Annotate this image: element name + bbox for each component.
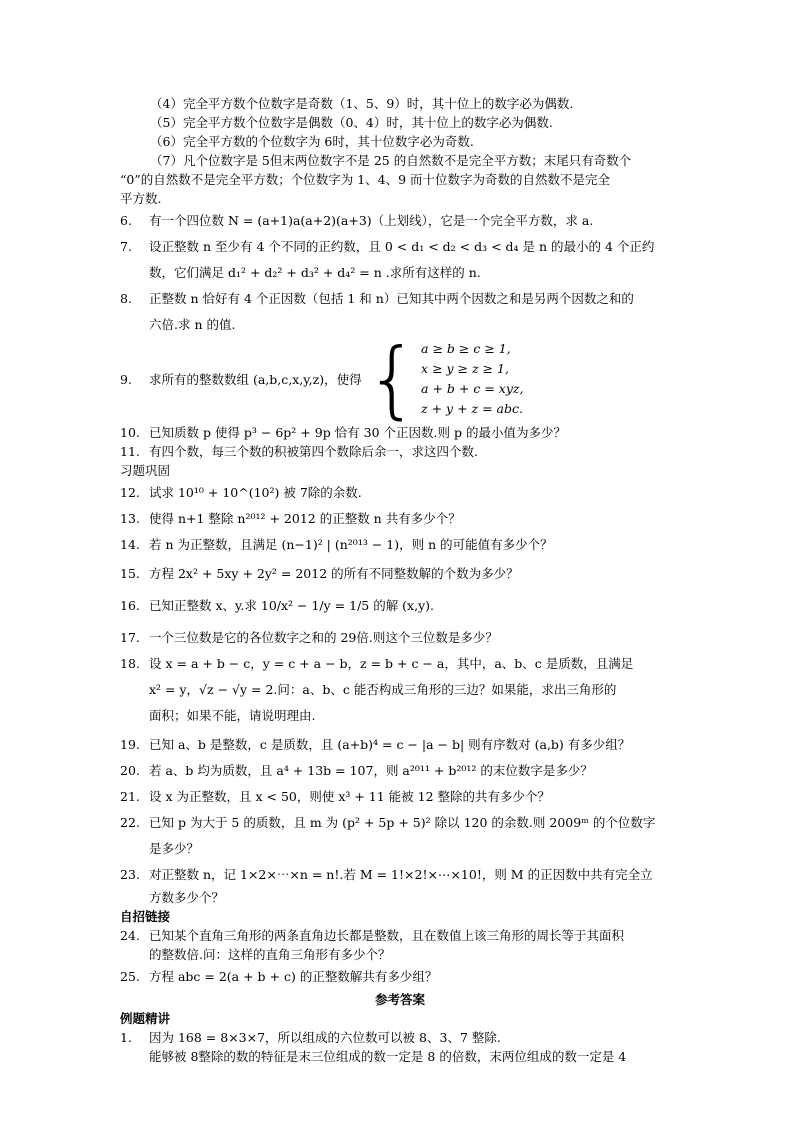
problem-7-cont: 数，它们满足 d₁² + d₂² + d₃² + d₄² = n .求所有这样的 n. [149, 265, 481, 280]
exercise-14: 14. 若 n 为正整数，且满足 (n−1)² | (n²⁰¹³ − 1)，则 n 的可能值有多少个？ [120, 537, 553, 552]
answer-1-cont: 能够被 8整除的数的特征是末三位组成的数一定是 8 的倍数，末两位组成的数一定是 4 [149, 1049, 627, 1064]
note-5: （5）完全平方数个位数字是偶数（0、4）时，其十位上的数字必为偶数. [150, 115, 553, 130]
problem-8-cont: 六倍.求 n 的值. [149, 317, 236, 332]
exercise-19: 19. 已知 a、b 是整数，c 是质数，且 (a+b)⁴ = c − |a − b| 则有序数对 (a,b) 有多少组？ [120, 737, 631, 752]
exercise-18-cont2: 面积；如果不能，请说明理由. [149, 708, 316, 723]
section-self: 自招链接 [120, 909, 171, 924]
exercise-18-cont1: x² = y，√z − √y = 2.问：a、b、c 能否构成三角形的三边？如果能，求出三角形的 [149, 682, 617, 697]
equation-system [421, 339, 523, 419]
exercise-20: 20. 若 a、b 均为质数，且 a⁴ + 13b = 107，则 a²⁰¹¹ + b²⁰¹² 的末位数字是多少？ [120, 763, 593, 778]
problem-9-text: 求所有的整数数组 (a,b,c,x,y,z)，使得 [149, 372, 362, 387]
section-examples: 例题精讲 [120, 1011, 171, 1026]
exercise-15: 15. 方程 2x² + 5xy + 2y² = 2012 的所有不同整数解的个数为多少？ [120, 566, 519, 581]
section-practice: 习题巩固 [120, 463, 171, 478]
exercise-24: 24. 已知某个直角三角形的两条直角边长都是整数，且在数值上该三角形的周长等于其面积 [120, 928, 625, 943]
exercise-23-cont: 方数多少个？ [149, 890, 225, 905]
note-7-line1: （7）凡个位数字是 5但末两位数字不是 25 的自然数不是完全平方数；末尾只有奇数个 [150, 153, 632, 168]
equation-brace: { [365, 330, 420, 428]
exercise-17: 17. 一个三位数是它的各位数字之和的 29倍.则这个三位数是多少？ [120, 630, 498, 645]
equation-line: x ≥ y ≥ z ≥ 1, [421, 361, 509, 376]
problem-9: 9. 求所有的整数数组 (a,b,c,x,y,z)，使得 { a ≥ b ≥ c ≥ 1, x ≥ y ≥ z ≥ 1, a + b + c = xyz, z + y + z = abc. [120, 330, 524, 428]
problem-11: 11. 有四个数，每三个数的积被第四个数除后余一，求这四个数. [120, 444, 478, 459]
equation-line: a ≥ b ≥ c ≥ 1, [421, 341, 511, 356]
exercise-21: 21. 设 x 为正整数，且 x < 50，则使 x³ + 11 能被 12 整除的共有多少个？ [120, 789, 551, 804]
exercise-12: 12. 试求 10¹⁰ + 10^(10²) 被 7除的余数. [120, 485, 362, 500]
problem-7: 7. 设正整数 n 至少有 4 个不同的正约数，且 0 < d₁ < d₂ < d₃ < d₄ 是 n 的最小的 4 个正约 [120, 239, 655, 254]
equation-line: z + y + z = abc. [421, 401, 523, 416]
equation-line: a + b + c = xyz, [421, 381, 524, 396]
exercise-25: 25. 方程 abc = 2(a + b + c) 的正整数解共有多少组？ [120, 969, 438, 984]
exercise-16: 16. 已知正整数 x、y.求 10/x² − 1/y = 1/5 的解 (x,y). [120, 598, 434, 613]
exercise-24-cont: 的整数倍.问：这样的直角三角形有多少个？ [149, 947, 391, 962]
document-page [120, 94, 680, 1066]
exercise-22-cont: 是多少？ [149, 841, 200, 856]
answer-1: 1. 因为 168 = 8×3×7，所以组成的六位数可以被 8、3、7 整除. [120, 1030, 501, 1045]
section-answers: 参考答案 [374, 992, 425, 1007]
note-7-line3: 平方数. [120, 191, 162, 206]
note-6: （6）完全平方数的个位数字为 6时，其十位数字必为奇数. [150, 134, 474, 149]
problem-6: 6. 有一个四位数 N = (a+1)a(a+2)(a+3)（上划线），它是一个完全平方数，求 a. [120, 213, 594, 228]
exercise-22: 22. 已知 p 为大于 5 的质数，且 m 为 (p² + 5p + 5)² 除以 120 的余数.则 2009ᵐ 的个位数字 [120, 815, 656, 830]
exercise-18: 18. 设 x = a + b − c，y = c + a − b，z = b + c − a，其中，a、b、c 是质数，且满足 [120, 656, 634, 671]
exercise-23: 23. 对正整数 n，记 1×2×⋯×n = n!.若 M = 1!×2!×⋯×10!，则 M 的正因数中共有完全立 [120, 867, 653, 882]
problem-8: 8. 正整数 n 恰好有 4 个正因数（包括 1 和 n）已知其中两个因数之和是另两个因数之和的 [120, 291, 634, 306]
note-4: （4）完全平方数个位数字是奇数（1、5、9）时，其十位上的数字必为偶数. [150, 96, 574, 111]
exercise-13: 13. 使得 n+1 整除 n²⁰¹² + 2012 的正整数 n 共有多少个？ [120, 511, 461, 526]
problem-10: 10. 已知质数 p 使得 p³ − 6p² + 9p 恰有 30 个正因数.则 p 的最小值为多少？ [120, 425, 566, 440]
note-7-line2: “0”的自然数不是完全平方数；个位数字为 1、4、9 而十位数字为奇数的自然数不是完全 [120, 172, 611, 187]
